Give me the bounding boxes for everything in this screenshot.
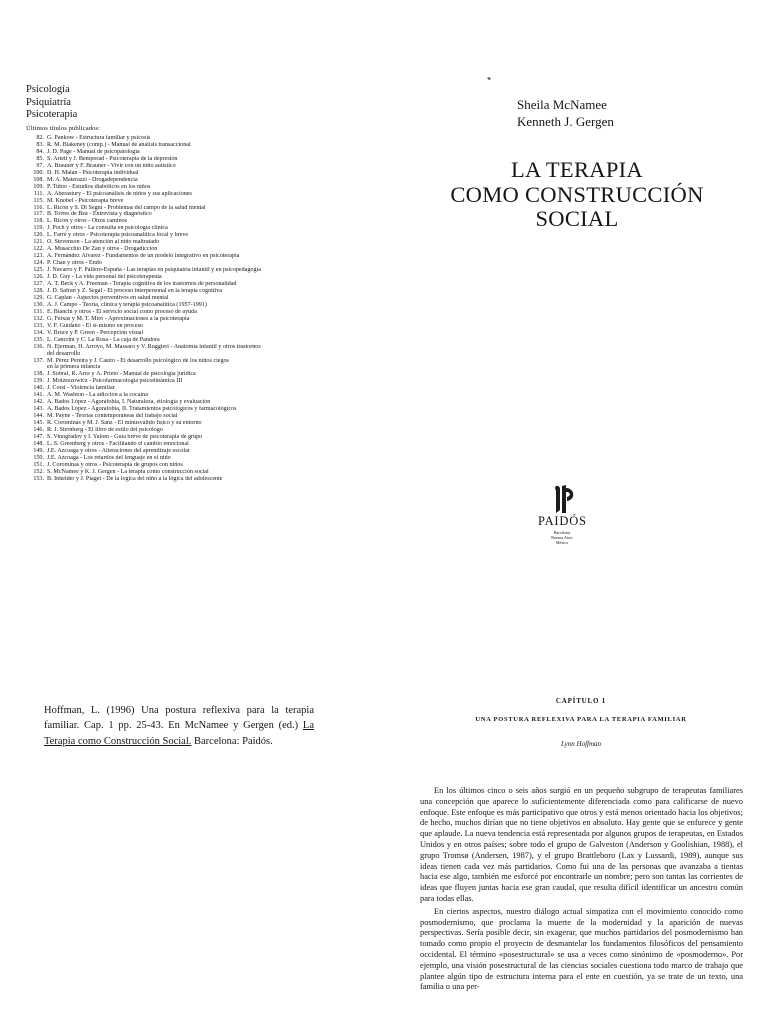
book-list-item (26, 156, 386, 163)
book-number: 115. (33, 197, 44, 204)
book-list-item (26, 378, 386, 385)
book-entry: L. Ricón y S. Di Segni - Problemas del campo de la salud mental (47, 204, 206, 211)
book-entry: A. Brauner y F. Brauner - Vivir con un niño autístico (47, 162, 176, 169)
book-list-item (26, 170, 386, 177)
book-list-item (26, 198, 386, 205)
book-list-item (26, 413, 386, 420)
book-entry: J. D. Safran y Z. Segal - El proceso interpersonal en la terapia cognitiva (47, 287, 222, 294)
citation-text: Hoffman, L. (1996) Una postura reflexiva para la terapia familiar. Cap. 1 pp. 25-43. En McNamee y Gergen (ed.) (44, 705, 314, 732)
book-number: 134. (33, 329, 44, 336)
book-list-item (26, 441, 386, 448)
book-number: 120. (33, 232, 44, 239)
book-list-item (26, 392, 386, 399)
book-entry: L. S. Greenberg y otros - Facilitando el cambio emocional (47, 440, 189, 447)
book-entry: J. Navarro y F. Pállero-Espuña - Las terapias en psiquiatría infantil y en psicopedagogía (47, 267, 261, 274)
book-entry: J. D. Page - Manual de psicopatología (47, 148, 140, 155)
ultimos-titulos-label: Últimos títulos publicados: (26, 125, 101, 132)
book-number: 109. (33, 183, 44, 190)
book-number: 127. (33, 281, 44, 288)
chapter-body (420, 786, 743, 993)
book-entry: S. Arieti y J. Bemporad - Psicoterapia de la depresión (47, 155, 178, 162)
book-number: 141. (33, 392, 44, 399)
book-list-item (26, 246, 386, 253)
book-entry: J. Sobral, R. Arce y Á. Prieto - Manual de psicología jurídica (47, 371, 196, 378)
chapter-title: UNA POSTURA REFLEXIVA PARA LA TERAPIA FAMILIAR (475, 716, 687, 723)
book-entry: G. Pankow - Estructura familiar y psicosis (47, 135, 151, 141)
author-mcnamee: Sheila McNamee (517, 97, 607, 112)
book-list-item (26, 295, 386, 302)
book-number: 139. (33, 378, 44, 385)
book-number: 122. (33, 246, 44, 253)
book-list-item (26, 205, 386, 212)
book-number: 100. (33, 169, 44, 176)
book-list-item (26, 184, 386, 191)
book-number: 137. (33, 357, 44, 364)
book-number: 148. (33, 440, 44, 447)
book-number: 153. (33, 475, 44, 482)
book-number: 126. (33, 274, 44, 281)
citation (44, 703, 314, 749)
book-list-item (26, 323, 386, 330)
book-entry: D. H. Malan - Psicoterapia individual (47, 169, 139, 176)
book-entry-continuation: en la primera infancia (47, 364, 101, 371)
book-number: 116. (33, 204, 44, 211)
book-list-item (26, 476, 386, 483)
book-entry: A. Musacchio De Zan y otros - Drogadicción (47, 246, 158, 253)
authors (517, 96, 614, 130)
citation-publisher: Barcelona: Paidós. (191, 735, 273, 747)
book-number: 111. (33, 190, 44, 197)
book-number: 128. (33, 287, 44, 294)
book-number: 125. (33, 267, 44, 274)
book-entry: M. Payne - Teorías contemporáneas del trabajo social (47, 413, 178, 420)
book-list-item (26, 142, 386, 149)
book-list-item (26, 149, 386, 156)
book-number: 145. (33, 420, 44, 427)
book-number: 144. (33, 413, 44, 420)
body-paragraph-1: En los últimos cinco o seis años surgió en un pequeño subgrupo de terapeutas familiares una concepción que aparece lo suficientemente diferenciada como para calificarse de nuevo enfoque. Este enfoque es más participativo que otros y está menos orientado hacia los objetivos; de hecho, muchos dirían que no tiene objetivos en absoluto. Hay gente que se enfurece y gente que aplaude. La nueva tendencia está representada por algunos grupos de terapeutas, en Estados Unidos y en otros países; sobre todo el grupo de Galveston (Anderson y Goolishian, 1988), el grupo Tromsø (Andersen, 1987), y el grupo Brattleboro (Lax y Lussardi, 1989), aunque sus ideas tienen cada vez más partidarios. Como fui una de las personas que avanzaba a tientas hacia ese algo, también me esforcé por encontrarle un nombre; pero son tantas las corrientes de ideas que fluyen juntas hacia ese gran caudal, que resulta difícil identificar un ancestro común para todas ellas. (420, 786, 743, 903)
book-title-line-1: LA TERAPIA (511, 157, 643, 182)
book-number: 117. (33, 211, 44, 218)
book-list-item (26, 135, 386, 142)
book-list-item (26, 225, 386, 232)
book-entry: N. Ejerman, H. Arroyo, M. Massaro y V. Ruggieri - Anatomía infantil y otros trastornos (47, 343, 261, 350)
book-list-item (26, 253, 386, 260)
book-number: 147. (33, 433, 44, 440)
book-entry: J. D. Guy - La vida personal del psicoterapeuta (47, 274, 162, 281)
body-paragraph-2: En ciertos aspectos, nuestro diálogo actual simpatiza con el movimiento conocido como posmodernismo, que proclama la muerte de la modernidad y la aparición de nuevas perspectivas. Sería posible decir, sin exagerar, que muchos partidarios del posmodernismo han tomado como propio el proyecto de desmantelar los fundamentos filosóficos del pensamiento occidental. El término «posestructural» se usa a veces como sinónimo de «posmoderno». Por ejemplo, una visión posestructural de las ciencias sociales cuestiona todo marco de trabajo que plantee algún tipo de estructura interna para el ente en cuestión, ya se trate de un texto, una familia o una per- (420, 906, 743, 992)
book-list-item (26, 288, 386, 295)
book-entry: R. M. Blakeney (comp.) - Manual de análisis transaccional (47, 141, 191, 148)
book-list-item (26, 434, 386, 441)
book-list-item (26, 177, 386, 184)
book-entry: M. Knobel - Psicoterapia breve (47, 197, 124, 204)
book-number: 136. (33, 343, 44, 350)
book-list-item (26, 239, 386, 246)
book-entry: V. F. Guidano - El sí-mismo en proceso (47, 322, 144, 329)
paidos-logo-icon (550, 484, 576, 514)
book-entry: L. Cancrini y C. La Rosa - La caja de Pandora (47, 336, 160, 343)
book-number: 123. (33, 253, 44, 260)
book-list-item (26, 385, 386, 392)
book-list-item (26, 274, 386, 281)
book-list-item (26, 337, 386, 344)
book-number: 143. (33, 406, 44, 413)
book-list-item (26, 309, 386, 316)
book-entry: M. Pérez Pereira y J. Castro - El desarrollo psicológico de los niños ciegos (47, 357, 229, 364)
book-number: 124. (33, 260, 44, 267)
book-list-item (26, 406, 386, 413)
book-list-item (26, 267, 386, 274)
book-entry: S. Vinogradov y I. Yalom - Guía breve de psicoterapia de grupo (47, 433, 203, 440)
book-entry: S. McNamee y K. J. Gergen - La terapia como construcción social (47, 468, 209, 475)
book-number: 97. (36, 162, 44, 169)
book-number: 84. (36, 148, 44, 155)
book-number: 152. (33, 468, 44, 475)
book-entry: L. Farré y otros - Psicoterapia psicoanalítica focal y breve (47, 232, 189, 239)
book-entry: M. A. Materazzi - Drogadependencia (47, 176, 138, 183)
book-entry: R. J. Sternberg - El libro de estilo del psicólogo (47, 427, 163, 434)
book-entry: J. Corominas y otros - Psicoterapia de grupos con niños (47, 461, 183, 468)
book-list-item (26, 260, 386, 267)
book-entry: A. T. Beck y A. Freeman - Terapia cognitiva de los trastornos de personalidad (47, 281, 237, 288)
book-number: 146. (33, 427, 44, 434)
book-entry: A. Fernández Álvarez - Fundamentos de un modelo integrativo en psicoterapia (47, 253, 240, 260)
book-number: 119. (33, 225, 44, 232)
book-number: 149. (33, 447, 44, 454)
book-number: 142. (33, 399, 44, 406)
book-number: 121. (33, 239, 44, 246)
book-entry: G. Caplan - Aspectos preventivos en salud mental (47, 294, 169, 301)
book-list-item (26, 232, 386, 239)
book-number: 150. (33, 454, 44, 461)
book-entry: L. Ricón y otros - Otros caminos (47, 218, 128, 225)
speck-mark (487, 77, 491, 80)
citation-book-title: La Terapia como Construcción Social. (44, 720, 314, 747)
book-title-line-3: SOCIAL (535, 206, 619, 231)
book-entry: A. Bados López - Agorafobia, II. Tratamientos psicológicos y farmacológicos (47, 406, 237, 413)
book-list-item (26, 344, 386, 351)
book-entry: A. Aberastury - El psicoanálisis de niños y sus aplicaciones (47, 190, 192, 197)
book-list-item (26, 469, 386, 476)
author-gergen: Kenneth J. Gergen (517, 114, 614, 129)
publisher-name: PAIDÓS (538, 514, 587, 528)
book-title (412, 158, 742, 232)
book-entry: B. Torres de Beà - Entrevista y diagnóstico (47, 211, 152, 218)
book-entry-continuation: del desarrollo (47, 350, 81, 357)
series-psicologia: Psicología (26, 84, 70, 95)
book-entry: J. Moizeszowicz - Psicofarmacología psicodinámica III (47, 378, 183, 385)
book-number: 130. (33, 301, 44, 308)
book-number: 82. (36, 135, 44, 141)
book-entry: E. Bianchi y otros - El servicio social como proceso de ayuda (47, 308, 197, 315)
book-list-item (26, 330, 386, 337)
book-number: 118. (33, 218, 44, 225)
book-list-item (26, 316, 386, 323)
series-psiquiatria: Psiquiatría (26, 96, 71, 108)
book-number: 132. (33, 315, 44, 322)
book-number: 135. (33, 336, 44, 343)
book-title-line-2: COMO CONSTRUCCIÓN (450, 181, 704, 207)
book-entry: B. Inhelder y J. Piaget - De la lógica del niño a la lógica del adolescente (47, 475, 223, 482)
book-entry: R. Corominas y M. J. Sanz - El minusválido físico y su entorno (47, 420, 202, 427)
series-psicoterapia: Psicoterapia (26, 109, 78, 121)
book-entry: J. Corsi - Violencia familiar (47, 385, 115, 392)
book-entry: J. Poch y otros - La consulta en psicología clínica (47, 225, 168, 232)
chapter-label: CAPÍTULO 1 (555, 697, 607, 705)
series-list (26, 84, 77, 122)
book-entry: A. J. Campo - Teoría, clínica y terapia psicoanalítica (1957-1991) (47, 301, 207, 308)
book-list-item (26, 399, 386, 406)
book-list (26, 135, 386, 483)
book-list-item (26, 302, 386, 309)
book-number: 129. (33, 294, 44, 301)
book-entry: G. Feixas y M. T. Miró - Aproximaciones a la psicoterapia (47, 315, 190, 322)
publisher-city: Buenos Aires (551, 534, 573, 540)
book-list-item (26, 427, 386, 434)
publisher-city: México (555, 539, 569, 545)
book-number: 133. (33, 322, 44, 329)
book-entry: A. Bados López - Agorafobia, I. Naturaleza, etiología y evaluación (47, 399, 211, 406)
book-list-item (26, 163, 386, 170)
book-number: 83. (36, 141, 44, 148)
book-list-item (26, 218, 386, 225)
book-entry: J.E. Azcoaga y otros - Alteraciones del aprendizaje escolar (47, 447, 190, 454)
book-entry: A. M. Washton - La adicción a la cocaína (47, 392, 148, 399)
publisher-city: Barcelona (553, 530, 571, 535)
book-number: 108. (33, 176, 44, 183)
book-entry: J.E. Azcoaga - Los retardos del lenguaje en el niño (47, 454, 171, 461)
book-list-item (26, 371, 386, 378)
book-list-item (26, 211, 386, 218)
book-number: 131. (33, 308, 44, 315)
book-list-item (26, 281, 386, 288)
book-list-item (26, 191, 386, 198)
book-list-item (26, 448, 386, 455)
book-number: 85. (36, 155, 44, 162)
book-entry: P. Tubío - Estudios diabólicos en los niños (47, 183, 151, 190)
book-number: 140. (33, 385, 44, 392)
book-list-item (26, 420, 386, 427)
book-number: 151. (33, 461, 44, 468)
book-list-item (26, 455, 386, 462)
book-number: 138. (33, 371, 44, 378)
chapter-author: Lynn Hoffman (560, 740, 602, 748)
publisher-cities (538, 531, 586, 545)
book-entry: O. Stevenson - La atención al niño maltratado (47, 239, 160, 246)
book-entry: V. Bruce y P. Green - Percepción visual (47, 329, 144, 336)
book-entry: P. Chan y otros - Endo (47, 260, 102, 267)
book-list-item (26, 462, 386, 469)
